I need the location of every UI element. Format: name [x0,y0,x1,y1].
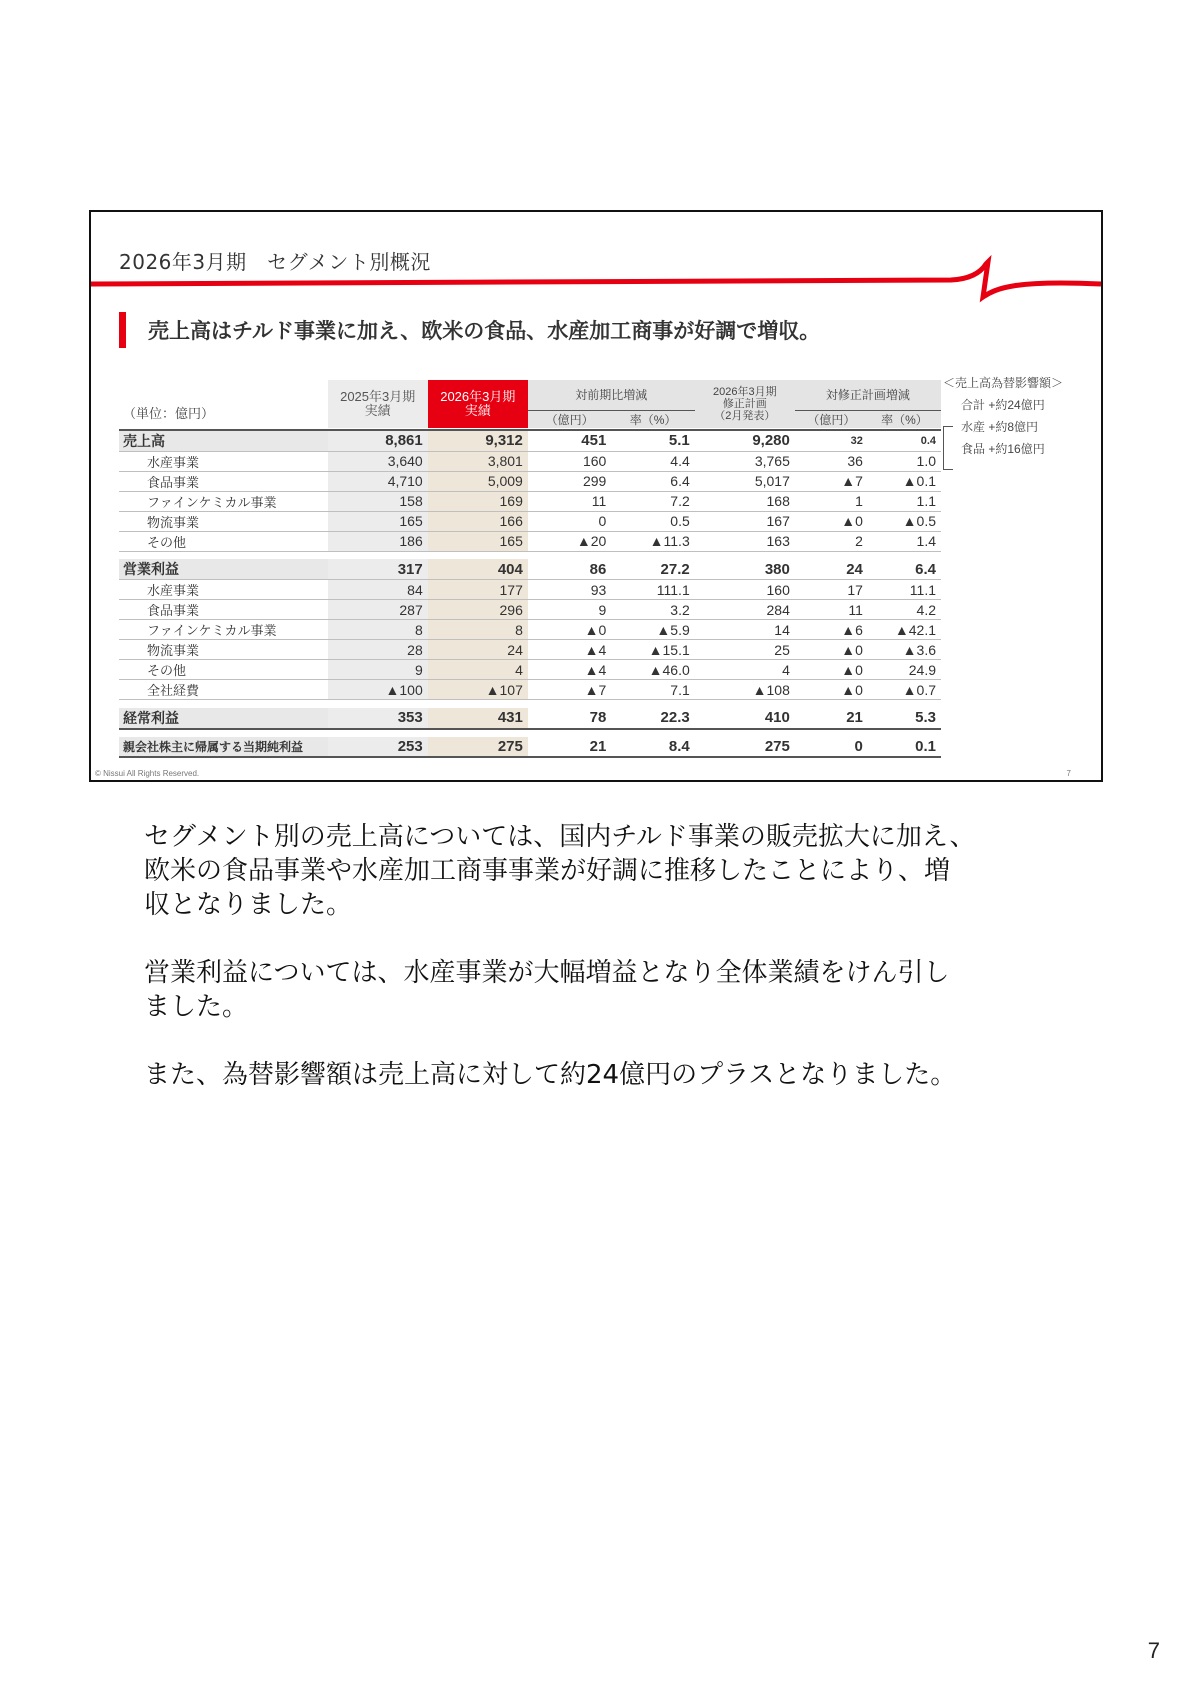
cell-value: ▲0 [795,640,868,660]
cell-value: ▲15.1 [611,640,694,660]
cell-value: 7.2 [611,491,694,511]
table-row-segment [119,680,941,700]
table-row-segment [119,580,941,600]
cell-value: 36 [795,451,868,471]
unit-label: （単位：億円） [123,405,215,421]
cell-value: 1.0 [868,451,941,471]
cell-value: 4.4 [611,451,694,471]
body-paragraph-3: また、為替影響額は売上高に対して約24億円のプラスとなりました。 [144,1060,957,1090]
cell-value: 9,312 [428,430,528,452]
header-plan-amount: （億円） [795,410,868,428]
cell-value: 4.2 [868,600,941,620]
cell-value: 3.2 [611,600,694,620]
cell-value: 5.3 [868,708,941,729]
cell-value: 0 [528,511,611,531]
slide [89,210,1103,782]
row-label: 物流事業 [119,511,328,531]
cell-value: 275 [428,737,528,757]
cell-value: 86 [528,559,611,580]
copyright: © Nissui All Rights Reserved. [95,769,200,778]
table-body [119,430,941,757]
cell-value: 166 [428,511,528,531]
cell-value: 11 [795,600,868,620]
cell-value: 3,765 [695,451,795,471]
cell-value: 8,861 [328,430,428,452]
row-label: その他 [119,531,328,551]
cell-value: 8 [328,620,428,640]
segment-table [119,380,941,758]
row-label: 経常利益 [119,708,328,729]
cell-value: ▲0.7 [868,680,941,700]
row-label: 水産事業 [119,580,328,600]
cell-value: 21 [528,737,611,757]
table-row-total [119,559,941,580]
cell-value: 8 [428,620,528,640]
cell-value: ▲6 [795,620,868,640]
cell-value: 21 [795,708,868,729]
table-row-total [119,737,941,757]
table-row-segment [119,600,941,620]
cell-value: 158 [328,491,428,511]
cell-value: 28 [328,640,428,660]
cell-value: 1.1 [868,491,941,511]
cell-value: ▲0 [528,620,611,640]
row-label: 親会社株主に帰属する当期純利益 [119,737,328,757]
row-label: 水産事業 [119,451,328,471]
cell-value: 14 [695,620,795,640]
cell-value: 9 [528,600,611,620]
cell-value: 3,640 [328,451,428,471]
fx-impact-total: 合計 +約24億円 [961,398,1045,412]
cell-value: 167 [695,511,795,531]
cell-value: ▲5.9 [611,620,694,640]
body-paragraph-1: セグメント別の売上高については、国内チルド事業の販売拡大に加え、 欧米の食品事業や水産加工商事事業が好調に推移したことにより、増 収となりました。 [144,822,976,920]
cell-value: ▲100 [328,680,428,700]
headline-accent-bar [119,312,126,348]
cell-value: 0 [795,737,868,757]
cell-value: 160 [528,451,611,471]
cell-value: 380 [695,559,795,580]
headline [119,312,820,348]
page-number: 7 [1147,1638,1160,1663]
table-row-segment [119,471,941,491]
cell-value: ▲3.6 [868,640,941,660]
cell-value: ▲11.3 [611,531,694,551]
cell-value: 177 [428,580,528,600]
cell-value: 24 [795,559,868,580]
cell-value: 9,280 [695,430,795,452]
row-label: 物流事業 [119,640,328,660]
row-label: ファインケミカル事業 [119,491,328,511]
cell-value: 24 [428,640,528,660]
cell-value: 84 [328,580,428,600]
table-row-segment [119,640,941,660]
cell-value: 111.1 [611,580,694,600]
cell-value: 5.1 [611,430,694,452]
header-yoy-rate: 率（%） [611,410,694,428]
cell-value: 284 [695,600,795,620]
header-fy2025: 2025年3月期 実績 [328,380,428,428]
cell-value: 163 [695,531,795,551]
cell-value: ▲0 [795,660,868,680]
fx-impact-title: ＜売上高為替影響額＞ [943,376,1064,390]
cell-value: 2 [795,531,868,551]
row-spacer [119,700,941,708]
cell-value: 165 [328,511,428,531]
cell-value: 93 [528,580,611,600]
cell-value: 9 [328,660,428,680]
cell-value: ▲7 [528,680,611,700]
cell-value: 1.4 [868,531,941,551]
fx-impact-food: 食品 +約16億円 [961,442,1045,456]
cell-value: 299 [528,471,611,491]
table-row-segment [119,531,941,551]
cell-value: 275 [695,737,795,757]
table-row-segment [119,620,941,640]
cell-value: 410 [695,708,795,729]
header-yoy-amount: （億円） [528,410,611,428]
cell-value: 296 [428,600,528,620]
table-row-segment [119,660,941,680]
fx-impact-note [943,372,1063,460]
header-fy2026: 2026年3月期 実績 [428,380,528,428]
header-plan-rate: 率（%） [868,410,941,428]
cell-value: 353 [328,708,428,729]
row-label: 全社経費 [119,680,328,700]
header-yoy: 対前期比増減 [528,380,695,410]
row-label: その他 [119,660,328,680]
cell-value: 169 [428,491,528,511]
cell-value: 25 [695,640,795,660]
slide-number: 7 [1066,769,1071,778]
fx-bracket [943,426,953,470]
cell-value: ▲20 [528,531,611,551]
cell-value: 186 [328,531,428,551]
cell-value: ▲4 [528,660,611,680]
cell-value: 431 [428,708,528,729]
cell-value: 6.4 [611,471,694,491]
cell-value: 4 [428,660,528,680]
cell-value: 8.4 [611,737,694,757]
cell-value: ▲4 [528,640,611,660]
cell-value: 3,801 [428,451,528,471]
cell-value: ▲0 [795,511,868,531]
row-spacer [119,551,941,559]
cell-value: 404 [428,559,528,580]
header-vs-plan: 対修正計画増減 [795,380,941,410]
table-row-total [119,430,941,452]
cell-value: ▲0.5 [868,511,941,531]
row-label: 食品事業 [119,471,328,491]
cell-value: 160 [695,580,795,600]
cell-value: ▲7 [795,471,868,491]
cell-value: ▲107 [428,680,528,700]
cell-value: 6.4 [868,559,941,580]
cell-value: 317 [328,559,428,580]
row-label: 売上高 [119,430,328,452]
table-row-total [119,708,941,729]
headline-text: 売上高はチルド事業に加え、欧米の食品、水産加工商事が好調で増収。 [148,319,821,343]
row-spacer [119,729,941,737]
cell-value: 1 [795,491,868,511]
cell-value: 17 [795,580,868,600]
cell-value: 4 [695,660,795,680]
cell-value: 253 [328,737,428,757]
cell-value: ▲42.1 [868,620,941,640]
cell-value: 78 [528,708,611,729]
body-paragraph-2: 営業利益については、水産事業が大幅増益となり全体業績をけん引し ました。 [144,958,950,1022]
table-row-segment [119,451,941,471]
cell-value: 4,710 [328,471,428,491]
fx-impact-marine: 水産 +約8億円 [961,420,1039,434]
cell-value: 22.3 [611,708,694,729]
table-row-segment [119,491,941,511]
row-label: 営業利益 [119,559,328,580]
cell-value: ▲108 [695,680,795,700]
cell-value: 0.4 [868,430,941,452]
cell-value: 165 [428,531,528,551]
cell-value: ▲0.1 [868,471,941,491]
cell-value: 11 [528,491,611,511]
cell-value: 0.5 [611,511,694,531]
cell-value: 168 [695,491,795,511]
cell-value: 11.1 [868,580,941,600]
cell-value: 5,009 [428,471,528,491]
cell-value: 27.2 [611,559,694,580]
table-row-segment [119,511,941,531]
row-label: ファインケミカル事業 [119,620,328,640]
cell-value: 451 [528,430,611,452]
cell-value: ▲0 [795,680,868,700]
cell-value: 32 [795,430,868,452]
header-plan: 2026年3月期 修正計画 （2月発表） [695,380,795,428]
slide-title: 2026年3月期 セグメント別概況 [119,250,431,274]
row-label: 食品事業 [119,600,328,620]
cell-value: 287 [328,600,428,620]
cell-value: 5,017 [695,471,795,491]
cell-value: 0.1 [868,737,941,757]
cell-value: 7.1 [611,680,694,700]
body-text [144,820,1044,1126]
cell-value: ▲46.0 [611,660,694,680]
cell-value: 24.9 [868,660,941,680]
